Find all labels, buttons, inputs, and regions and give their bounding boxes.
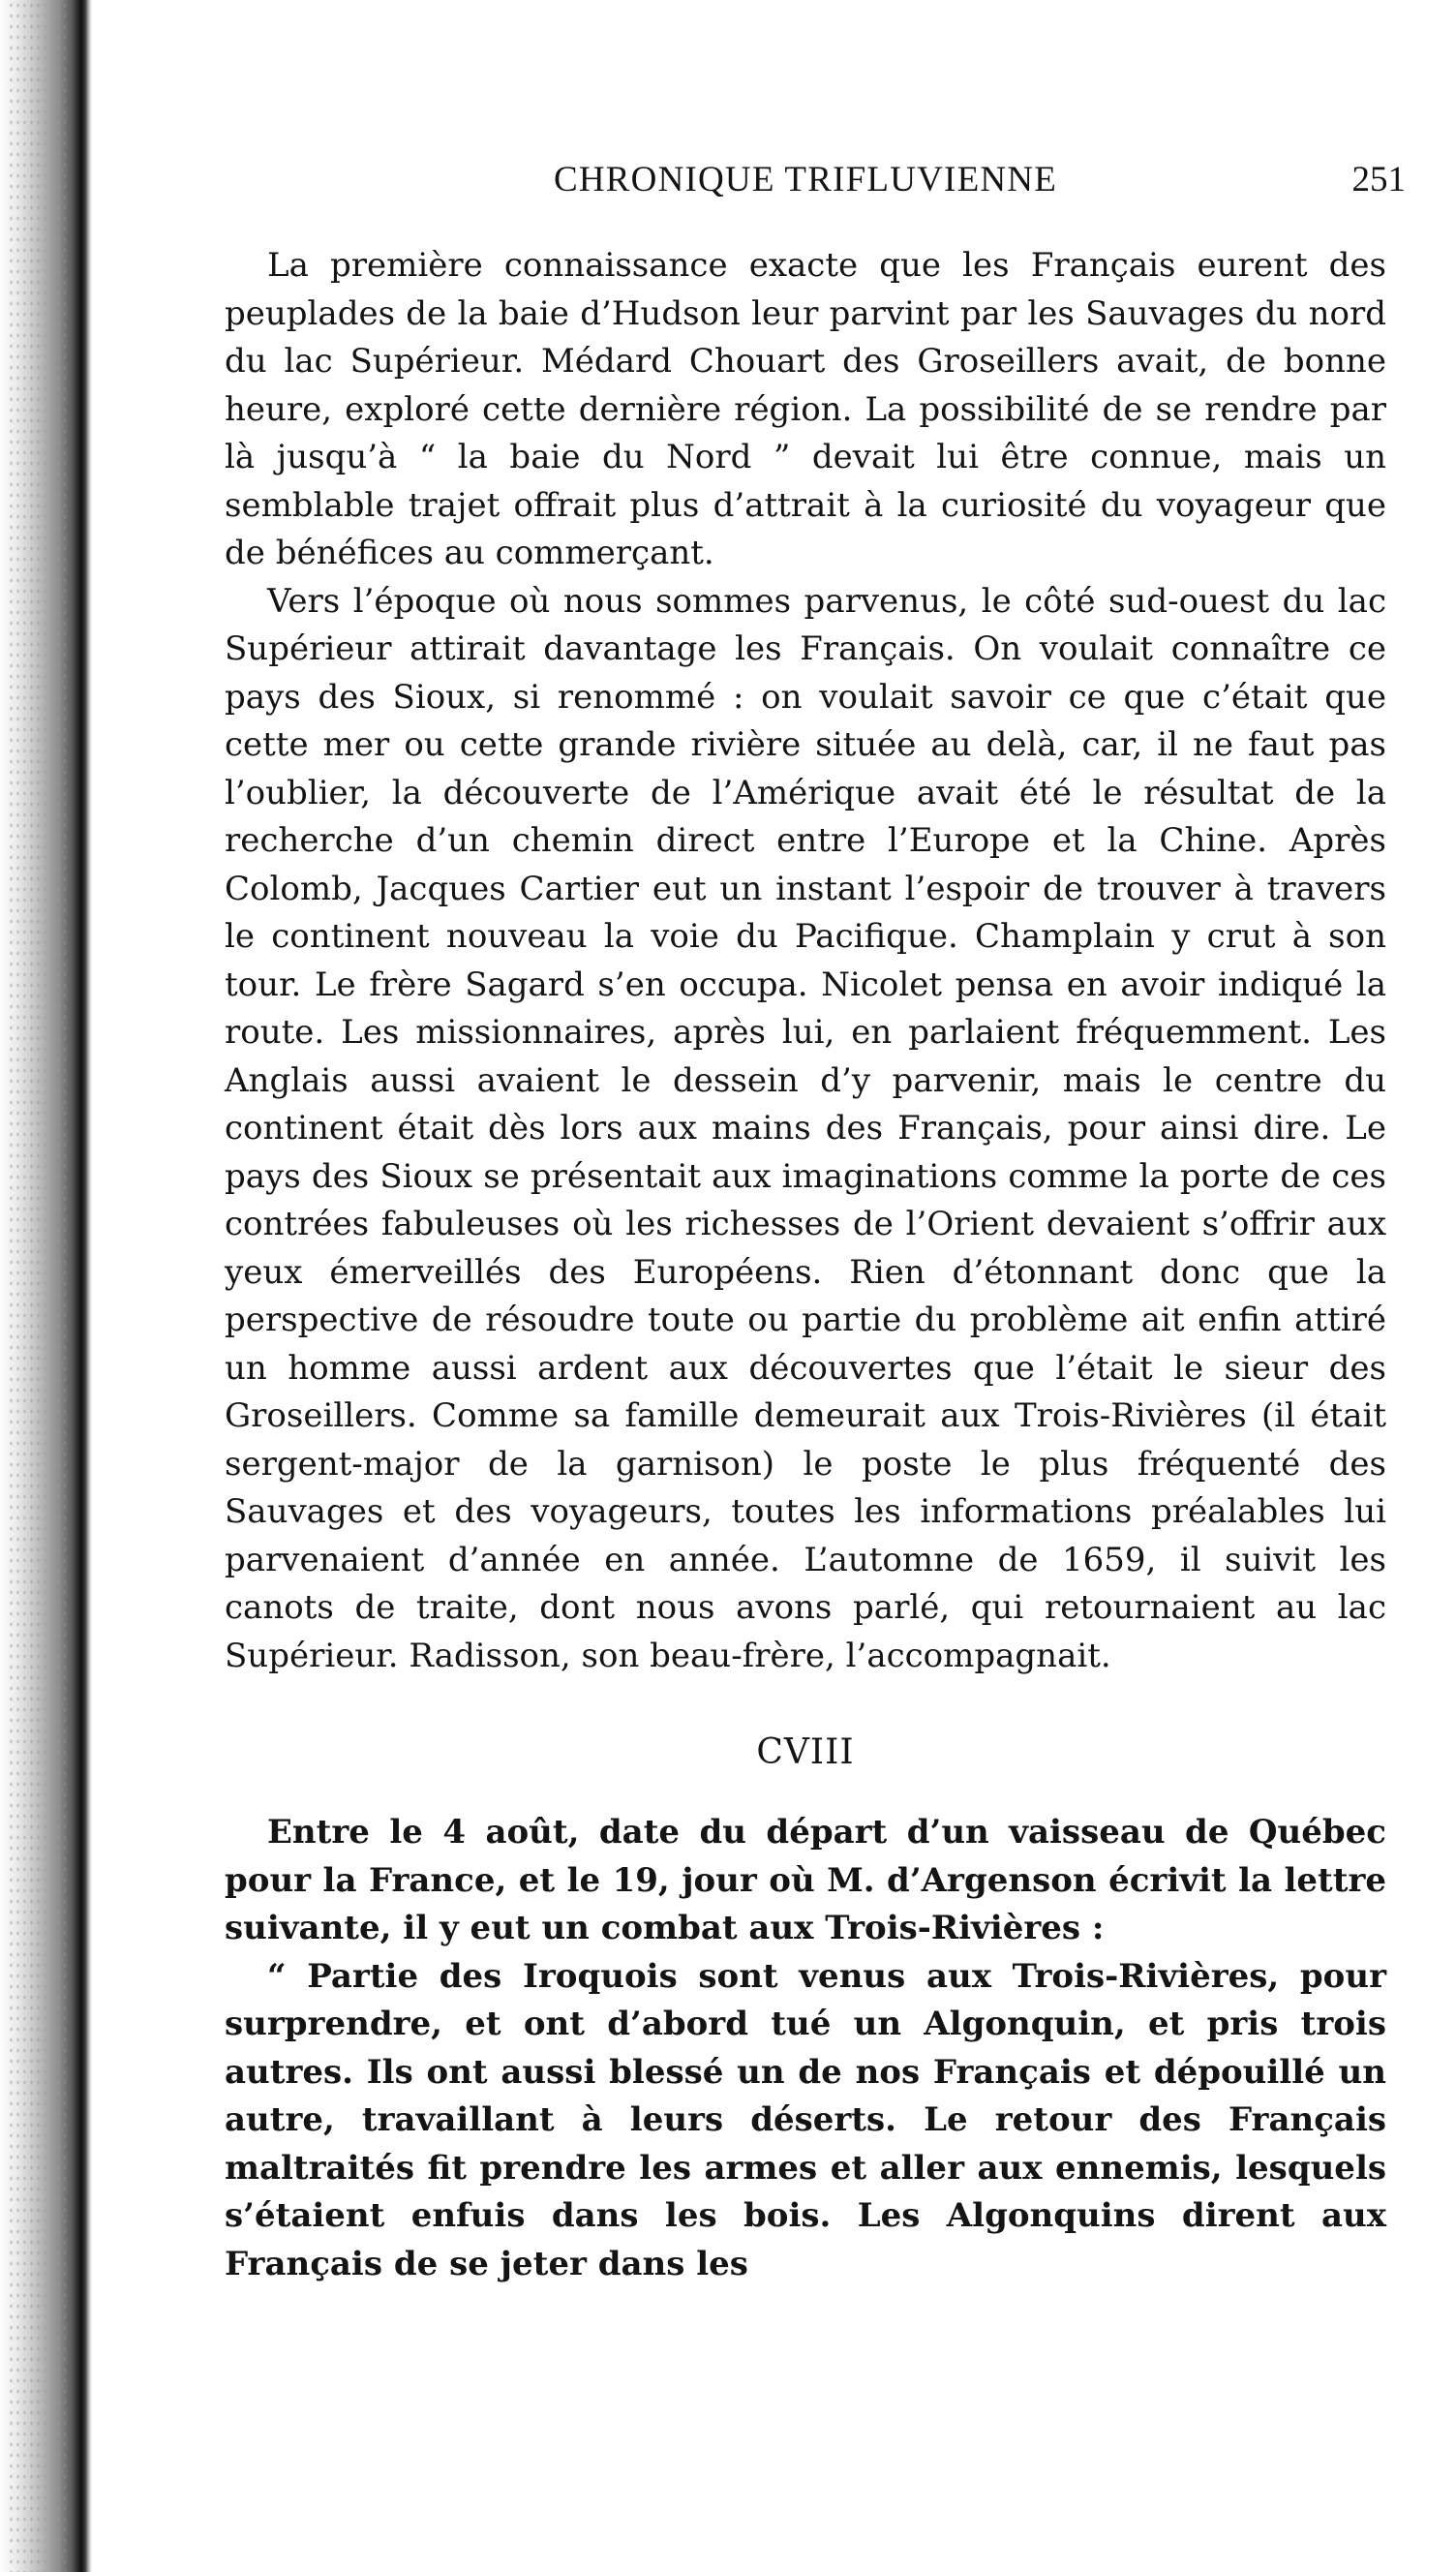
paragraph: La première connaissance exacte que les Français eurent des peuplades de la baie d’Hudson leur parvint par les Sauvages du nord du lac Supérieur. Médard Chouart des Groseillers avait, de bonne heure, exploré cette dernière région. La possibilité de se rendre par là jusqu’à “ la baie du Nord ” devait lui être connue, mais un semblable trajet offrait plus d’attrait à la curiosité du voyageur que de bénéfices au commerçant. — [225, 246, 1386, 572]
book-page — [225, 155, 1406, 2288]
running-title: CHRONIQUE TRIFLUVIENNE — [553, 160, 1058, 199]
section-text — [225, 1809, 1386, 2288]
quoted-letter: “ Partie des Iroquois sont venus aux Trois-Rivières, pour surprendre, et ont d’abord tué un Algonquin, et pris trois autres. Ils ont aussi blessé un de nos Français et dépouillé un autre, travaillant à leurs déserts. Le retour des Français maltraités fit prendre les armes et aller aux ennemis, lesquels s’étaient enfuis dans les bois. Les Algonquins dirent aux Français de se jeter dans les — [225, 1956, 1386, 2283]
page-header — [225, 155, 1406, 213]
paragraph: Vers l’époque où nous sommes parvenus, le côté sud-ouest du lac Supérieur attirait davantage les Français. On voulait connaître ce pays des Sioux, si renommé : on voulait savoir ce que c’était que cette mer ou cette grande rivière située au delà, car, il ne faut pas l’oublier, la découverte de l’Amérique avait été le résultat de la recherche d’un chemin direct entre l’Europe et la Chine. Après Colomb, Jacques Cartier eut un instant l’espoir de trouver à travers le continent nouveau la voie du Pacifique. Champlain y crut à son tour. Le frère Sagard s’en occupa. Nicolet pensa en avoir indiqué la route. Les missionnaires, après lui, en parlaient fréquemment. Les Anglais aussi avaient le dessein d’y parvenir, mais le centre du continent était dès lors aux mains des Français, pour ainsi dire. Le pays des Sioux se présentait aux imaginations comme la porte de ces contrées fabuleuses où les richesses de l’Orient devaient s’offrir aux yeux émerveillés des Européens. Rien d’étonnant donc que la perspective de résoudre toute ou partie du problème ait enfin attiré un homme aussi ardent aux découvertes que l’était le sieur des Groseillers. Comme sa famille demeurait aux Trois-Rivières (il était sergent-major de la garnison) le poste le plus fréquenté des Sauvages et des voyageurs, toutes les informations préalables lui parvenaient d’année en année. L’automne de 1659, il suivit les canots de traite, dont nous avons parlé, qui retournaient au lac Supérieur. Radisson, son beau-frère, l’accompagnait. — [225, 581, 1386, 1675]
paragraph: Entre le 4 août, date du départ d’un vaisseau de Québec pour la France, et le 19, jour où M. d’Argenson écrivit la lettre suivante, il y eut un combat aux Trois-Rivières : — [225, 1813, 1386, 1947]
page-number: 251 — [1351, 160, 1406, 199]
binding-scan-noise — [8, 0, 66, 2572]
section-heading: CVIII — [756, 1732, 855, 1772]
main-text — [225, 242, 1386, 1680]
